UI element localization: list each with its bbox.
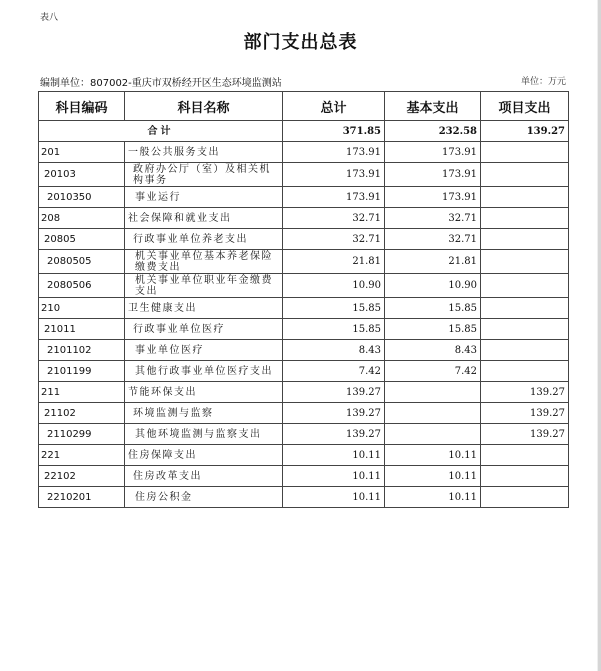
project-amount	[481, 298, 569, 319]
table-row	[39, 142, 569, 163]
total-amount: 10.90	[283, 274, 385, 298]
table-row	[39, 466, 569, 487]
basic-amount: 21.81	[385, 250, 481, 274]
subject-name: 其他行政事业单位医疗支出	[125, 361, 283, 382]
total-amount: 139.27	[283, 382, 385, 403]
total-row	[39, 121, 569, 142]
total-project-amount: 139.27	[481, 121, 569, 142]
basic-amount: 15.85	[385, 319, 481, 340]
page-title: 部门支出总表	[243, 32, 358, 53]
subject-code: 2080506	[39, 274, 125, 298]
basic-amount: 10.11	[385, 445, 481, 466]
total-amount: 173.91	[283, 142, 385, 163]
subject-name: 卫生健康支出	[125, 298, 283, 319]
subject-name: 机关事业单位基本养老保险缴费支出	[125, 250, 283, 274]
subject-name: 事业运行	[125, 187, 283, 208]
total-amount: 32.71	[283, 229, 385, 250]
basic-amount: 173.91	[385, 187, 481, 208]
header-total: 总计	[283, 92, 385, 121]
subject-code: 201	[39, 142, 125, 163]
subject-code: 208	[39, 208, 125, 229]
table-header-row	[39, 92, 569, 121]
table-row	[39, 163, 569, 187]
table-row	[39, 340, 569, 361]
table-row	[39, 298, 569, 319]
basic-amount: 10.11	[385, 487, 481, 508]
table-row	[39, 487, 569, 508]
header-subject-code: 科目编码	[39, 92, 125, 121]
total-amount: 10.11	[283, 445, 385, 466]
project-amount	[481, 142, 569, 163]
total-basic-amount: 232.58	[385, 121, 481, 142]
table-row	[39, 319, 569, 340]
subject-name: 社会保障和就业支出	[125, 208, 283, 229]
basic-amount: 8.43	[385, 340, 481, 361]
table-number-label: 表八	[40, 13, 59, 23]
table-row	[39, 445, 569, 466]
subject-name: 住房改革支出	[125, 466, 283, 487]
subject-name: 政府办公厅（室）及相关机构事务	[125, 163, 283, 187]
total-amount: 371.85	[283, 121, 385, 142]
total-amount: 32.71	[283, 208, 385, 229]
subject-name: 行政事业单位医疗	[125, 319, 283, 340]
basic-amount	[385, 424, 481, 445]
subject-name: 环境监测与监察	[125, 403, 283, 424]
subject-name: 事业单位医疗	[125, 340, 283, 361]
total-amount: 173.91	[283, 163, 385, 187]
total-amount: 15.85	[283, 298, 385, 319]
header-subject-name: 科目名称	[125, 92, 283, 121]
subject-name: 一般公共服务支出	[125, 142, 283, 163]
basic-amount	[385, 403, 481, 424]
basic-amount: 10.90	[385, 274, 481, 298]
unit-label: 单位：万元	[520, 77, 566, 87]
basic-amount: 10.11	[385, 466, 481, 487]
subject-code: 2010350	[39, 187, 125, 208]
subject-name: 行政事业单位养老支出	[125, 229, 283, 250]
subject-name: 住房保障支出	[125, 445, 283, 466]
subject-code: 221	[39, 445, 125, 466]
table-row	[39, 187, 569, 208]
project-amount	[481, 187, 569, 208]
total-amount: 173.91	[283, 187, 385, 208]
basic-amount: 32.71	[385, 229, 481, 250]
project-amount	[481, 250, 569, 274]
table-row	[39, 274, 569, 298]
total-amount: 10.11	[283, 487, 385, 508]
subject-code: 21011	[39, 319, 125, 340]
project-amount: 139.27	[481, 424, 569, 445]
project-amount	[481, 208, 569, 229]
table-row	[39, 250, 569, 274]
basic-amount	[385, 382, 481, 403]
basic-amount: 173.91	[385, 163, 481, 187]
table-row	[39, 361, 569, 382]
table-row	[39, 424, 569, 445]
project-amount	[481, 163, 569, 187]
subject-code: 210	[39, 298, 125, 319]
total-amount: 10.11	[283, 466, 385, 487]
total-amount: 7.42	[283, 361, 385, 382]
table-row	[39, 382, 569, 403]
subject-name: 住房公积金	[125, 487, 283, 508]
basic-amount: 7.42	[385, 361, 481, 382]
total-amount: 8.43	[283, 340, 385, 361]
subject-name: 机关事业单位职业年金缴费支出	[125, 274, 283, 298]
subject-code: 22102	[39, 466, 125, 487]
project-amount: 139.27	[481, 403, 569, 424]
basic-amount: 15.85	[385, 298, 481, 319]
subject-code: 2101102	[39, 340, 125, 361]
basic-amount: 32.71	[385, 208, 481, 229]
subject-code: 2110299	[39, 424, 125, 445]
total-amount: 139.27	[283, 424, 385, 445]
subject-code: 20805	[39, 229, 125, 250]
total-label: 合计	[39, 121, 283, 142]
project-amount	[481, 466, 569, 487]
total-amount: 21.81	[283, 250, 385, 274]
expenditure-table	[38, 91, 569, 508]
table-meta	[40, 74, 566, 88]
header-basic-expenditure: 基本支出	[385, 92, 481, 121]
basic-amount: 173.91	[385, 142, 481, 163]
table-row	[39, 403, 569, 424]
total-amount: 15.85	[283, 319, 385, 340]
project-amount	[481, 319, 569, 340]
subject-code: 20103	[39, 163, 125, 187]
project-amount	[481, 361, 569, 382]
project-amount	[481, 229, 569, 250]
table-row	[39, 229, 569, 250]
organization-label: 编制单位：807002-重庆市双桥经开区生态环境监测站	[40, 78, 282, 89]
subject-code: 21102	[39, 403, 125, 424]
table-row	[39, 208, 569, 229]
project-amount	[481, 445, 569, 466]
subject-name: 节能环保支出	[125, 382, 283, 403]
header-project-expenditure: 项目支出	[481, 92, 569, 121]
project-amount	[481, 487, 569, 508]
total-amount: 139.27	[283, 403, 385, 424]
subject-code: 2101199	[39, 361, 125, 382]
subject-code: 2210201	[39, 487, 125, 508]
project-amount	[481, 340, 569, 361]
project-amount: 139.27	[481, 382, 569, 403]
subject-code: 2080505	[39, 250, 125, 274]
subject-name: 其他环境监测与监察支出	[125, 424, 283, 445]
subject-code: 211	[39, 382, 125, 403]
project-amount	[481, 274, 569, 298]
